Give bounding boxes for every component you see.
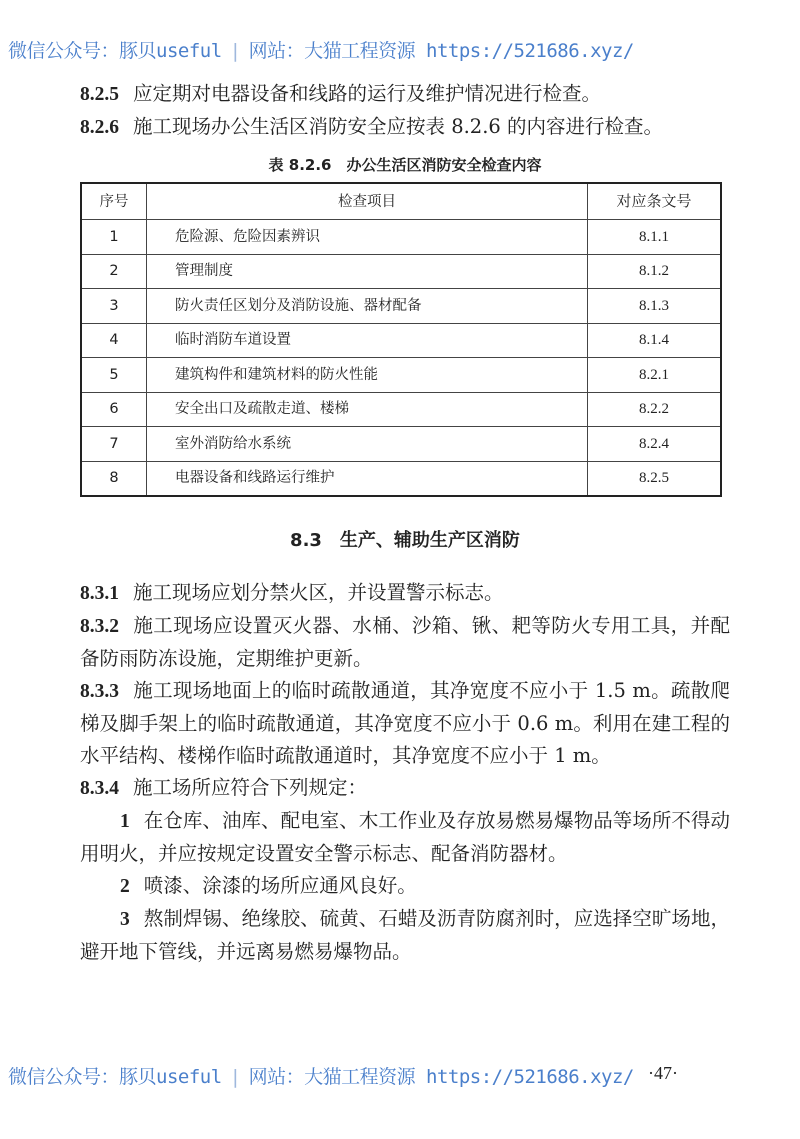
list-item xyxy=(80,805,730,870)
clause-number: 8.2.5 xyxy=(80,84,119,105)
item-number: 3 xyxy=(120,909,130,930)
table-row xyxy=(81,323,721,358)
row-clause: 8.2.5 xyxy=(588,461,722,496)
item-text: 在仓库、油库、配电室、木工作业及存放易燃易爆物品等场所不得动用明火，并应按规定设置安全警示标志、配备消防器材。 xyxy=(80,809,730,865)
table-row xyxy=(81,254,721,289)
clause-number: 8.3.1 xyxy=(80,583,119,604)
row-clause: 8.1.4 xyxy=(588,323,722,358)
clause-8-3-4 xyxy=(80,772,730,805)
row-index: 2 xyxy=(81,254,147,289)
table-row xyxy=(81,289,721,324)
row-clause: 8.1.2 xyxy=(588,254,722,289)
table-row xyxy=(81,220,721,255)
item-number: 1 xyxy=(120,811,130,832)
item-text: 喷漆、涂漆的场所应通风良好。 xyxy=(143,874,417,897)
item-text: 熬制焊锡、绝缘胶、硫黄、石蜡及沥青防腐剂时，应选择空旷场地，避开地下管线，并远离易燃易爆物品。 xyxy=(80,907,730,963)
row-clause: 8.2.1 xyxy=(588,358,722,393)
table-row xyxy=(81,392,721,427)
row-index: 6 xyxy=(81,392,147,427)
watermark-bottom xyxy=(8,1062,634,1089)
clause-text: 施工现场办公生活区消防安全应按表 8.2.6 的内容进行检查。 xyxy=(133,115,664,138)
item-number: 2 xyxy=(120,876,130,897)
clause-text: 施工现场地面上的临时疏散通道，其净宽度不应小于 1.5 m。疏散爬梯及脚手架上的临时疏散通道，其净宽度不应小于 0.6 m。利用在建工程的水平结构、楼梯作临时疏散通道时，其净宽度不应小于 1 m。 xyxy=(80,679,730,767)
row-index: 1 xyxy=(81,220,147,255)
table-header-row xyxy=(81,183,721,220)
row-index: 7 xyxy=(81,427,147,462)
row-index: 3 xyxy=(81,289,147,324)
watermark-label: 微信公众号：豚贝useful xyxy=(8,1066,222,1088)
watermark-label: 微信公众号：豚贝useful xyxy=(8,40,222,62)
page-number: ·47· xyxy=(648,1063,678,1083)
row-item: 电器设备和线路运行维护 xyxy=(147,461,588,496)
row-item: 临时消防车道设置 xyxy=(147,323,588,358)
watermark-separator: | xyxy=(229,40,241,62)
header-index: 序号 xyxy=(81,183,147,220)
clause-number: 8.3.3 xyxy=(80,681,119,702)
clause-8-2-5 xyxy=(80,78,730,111)
row-index: 8 xyxy=(81,461,147,496)
watermark-site: 网站：大猫工程资源 https://521686.xyz/ xyxy=(248,1066,634,1088)
header-clause: 对应条文号 xyxy=(588,183,722,220)
clause-number: 8.3.2 xyxy=(80,616,119,637)
clause-text: 施工现场应设置灭火器、水桶、沙箱、锹、耙等防火专用工具，并配备防雨防冻设施，定期维护更新。 xyxy=(80,614,730,670)
row-clause: 8.2.2 xyxy=(588,392,722,427)
row-item: 防火责任区划分及消防设施、器材配备 xyxy=(147,289,588,324)
inspection-table xyxy=(80,182,722,497)
clause-8-3-1 xyxy=(80,577,730,610)
clause-8-3-2 xyxy=(80,610,730,675)
header-item: 检查项目 xyxy=(147,183,588,220)
row-item: 管理制度 xyxy=(147,254,588,289)
clause-8-3-3 xyxy=(80,675,730,772)
clause-number: 8.3.4 xyxy=(80,778,119,799)
watermark-separator: | xyxy=(229,1066,241,1088)
table-title: 表 8.2.6 办公生活区消防安全检查内容 xyxy=(268,156,542,174)
table-row xyxy=(81,461,721,496)
row-item: 安全出口及疏散走道、楼梯 xyxy=(147,392,588,427)
document-body xyxy=(80,78,730,968)
row-clause: 8.2.4 xyxy=(588,427,722,462)
row-clause: 8.1.1 xyxy=(588,220,722,255)
table-row xyxy=(81,358,721,393)
watermark-site: 网站：大猫工程资源 https://521686.xyz/ xyxy=(248,40,634,62)
clause-text: 施工场所应符合下列规定： xyxy=(133,776,368,799)
clause-text: 应定期对电器设备和线路的运行及维护情况进行检查。 xyxy=(133,82,602,105)
clause-text: 施工现场应划分禁火区，并设置警示标志。 xyxy=(133,581,504,604)
table-row xyxy=(81,427,721,462)
row-index: 4 xyxy=(81,323,147,358)
row-index: 5 xyxy=(81,358,147,393)
clause-number: 8.2.6 xyxy=(80,117,119,138)
row-clause: 8.1.3 xyxy=(588,289,722,324)
row-item: 室外消防给水系统 xyxy=(147,427,588,462)
section-heading: 8.3 生产、辅助生产区消防 xyxy=(290,530,520,551)
list-item xyxy=(80,903,730,968)
row-item: 建筑构件和建筑材料的防火性能 xyxy=(147,358,588,393)
watermark-top xyxy=(8,36,634,63)
list-item xyxy=(80,870,730,903)
row-item: 危险源、危险因素辨识 xyxy=(147,220,588,255)
clause-8-2-6 xyxy=(80,111,730,144)
